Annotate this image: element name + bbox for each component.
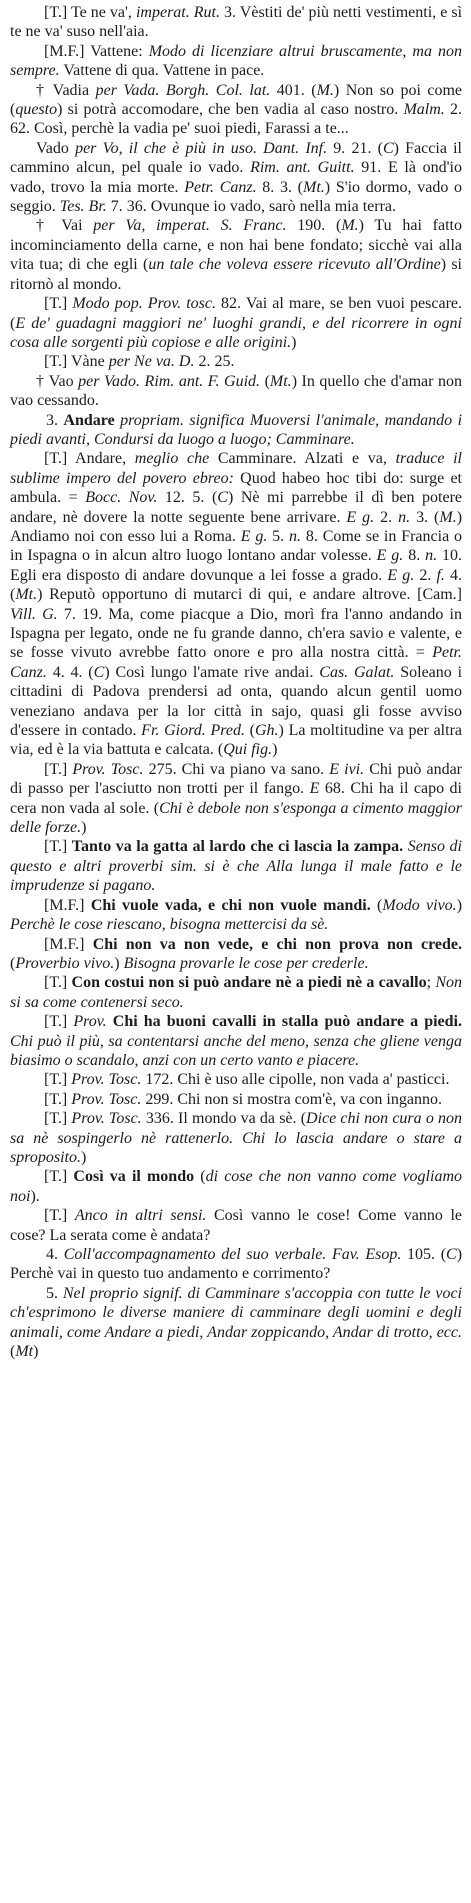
entry-paragraph [10,352,462,371]
text-run: ( [370,896,383,914]
text-run: 2. [414,566,437,584]
text-run: ) In quello che d'amar non vao cessando. [10,372,463,410]
text-run: [T.] [44,838,72,856]
entry-paragraph [10,935,462,974]
text-run: † Vai [36,217,94,235]
text-run: 401. ( [270,81,317,99]
text-run: 3. Vèstiti de' più netti vestimenti, e sì te ne va' suso nell'aia. [10,4,463,41]
text-run: ) Perchè vai in questo tuo andamento e corrimento? [10,1246,463,1283]
entry-paragraph [10,760,462,838]
entry-paragraph [10,1284,462,1362]
italic-gloss: Fr. Giord. Pred. [141,722,245,740]
text-run: 8. 3. ( [256,178,304,196]
headword-phrase: Chi non va non vede, e chi non prova non crede. [92,935,462,953]
italic-gloss: E ivi. [329,760,365,778]
entry-paragraph [10,1206,462,1245]
text-run: ) Così lungo l'amate rive andai. [104,663,320,681]
italic-gloss: M. [439,508,457,526]
text-run: ( [260,372,270,390]
entry-paragraph [10,411,462,450]
text-run: 4. 4. ( [46,663,94,681]
text-run: ) Reputò opportuno di mutarci di qui, e andare altrove. [Cam.] [37,586,462,604]
text-run: Vattene di qua. Vattene in pace. [59,62,265,80]
italic-gloss: Gh. [254,722,279,740]
text-run: ) [456,896,463,914]
headword-phrase: Con costui non si può andare nè a piedi nè a cavallo [71,974,427,992]
italic-gloss: Mt. [269,372,292,390]
italic-gloss: Cas. Galat. [319,663,395,681]
text-run: ) [81,819,87,837]
entry-paragraph [10,1070,462,1089]
italic-gloss: questo [15,101,58,119]
text-run: 4. ( [10,566,463,604]
italic-gloss: Mt [15,1343,34,1361]
text-run: 3. ( [410,508,440,526]
italic-gloss: per Vado. Rim. ant. F. Guid. [78,372,261,390]
text-run: ) si ritornò al mondo. [10,256,463,293]
italic-gloss: Chi è debole non s'esponga a cimento maggior delle forze. [10,799,463,837]
text-run: [T.] Vàne [44,353,109,371]
italic-gloss: per Vo, il che è più in uso. Dant. Inf. [75,139,328,157]
text-run: 172. Chi è uso alle cipolle, non vada a' pasticci. [141,1071,450,1089]
entry-paragraph [10,139,462,217]
italic-gloss: n. [425,547,438,565]
italic-gloss: Prov. Tosc. [71,1110,142,1128]
italic-gloss: propriam. significa Muoversi l'animale, mandando i piedi avanti, Condursi da luogo a luogo; Camminare. [10,411,463,448]
italic-gloss: n. [398,508,411,526]
italic-gloss: C [446,1246,457,1263]
text-run: ) La moltitudine va per altra via, ed è la via battuta e calcata. ( [10,722,462,759]
text-run: 299. Chi non si mostra com'è, va con inganno. [141,1090,442,1108]
text-run: † Vao [36,372,79,390]
headword-phrase: Chi vuole vada, e chi non vuole mandi. [90,896,371,914]
text-run: [T.] [44,1110,72,1128]
entry-paragraph [10,81,462,139]
text-run: ( [10,954,16,972]
italic-gloss: E g. [387,566,415,584]
text-run: ) [80,1148,87,1166]
italic-gloss: Mt. [303,178,325,196]
italic-gloss: per Va, imperat. S. Franc. [93,217,287,235]
italic-gloss: per Vada. Borgh. Col. lat. [95,81,271,99]
entry-paragraph [10,294,462,352]
text-run: [T.] [44,1168,74,1186]
italic-gloss: C [217,489,228,507]
italic-gloss: Dice chi non cura o non sa nè sospingerlo nè rattenerlo. Chi lo lascia andare o stare a sproposito. [10,1110,463,1166]
text-run: ) [33,1343,39,1361]
text-run: [T.] [44,1090,72,1108]
text-run: [M.F.] [44,896,91,914]
text-run: ) [291,333,297,351]
text-run: ( [244,722,255,740]
text-run: 190. ( [286,217,342,235]
entry-paragraph [10,449,462,760]
italic-gloss: Perchè le cose riescano, bisogna mettercisi da sè. [10,916,329,934]
entry-paragraph [10,1109,462,1167]
text-run: [T.] [44,1071,72,1089]
text-run: 4. [46,1246,64,1263]
italic-gloss: E [309,780,320,798]
text-run: ) Non so poi come ( [10,81,463,119]
entry-paragraph [10,837,462,895]
italic-gloss: C [93,663,105,681]
italic-gloss: Bocc. Nov. [85,489,158,507]
italic-gloss: Modo pop. Prov. tosc. [72,295,216,313]
italic-gloss: Nel proprio signif. di Camminare s'accoppia con tutte le voci ch'esprimono le diverse maniere di camminare degli uomini e degli animali, come Andare a piedi, Andar zoppicando, Andar di trotto, ecc. [10,1284,463,1341]
italic-gloss: un tale che voleva essere ricevuto all'Ordine [148,256,441,274]
italic-gloss: Petr. Canz. [184,178,257,196]
text-run: 3. [46,411,64,429]
text-run: ) Nè mi parrebbe il dì ben potere andare, nè dovere la notte seguente bene arrivare. [10,489,463,526]
italic-gloss: Chi può il più, sa contentarsi anche del meno, senza che gliene venga biasimo o scandalo, anzi con un certo vanto e piacere. [10,1032,462,1069]
text-run: [T.] Andare, [44,450,135,468]
text-run: Vado [36,139,76,157]
text-run: ) [272,741,278,759]
text-run: ) [114,954,124,972]
italic-gloss: Prov. Tosc. [72,760,144,778]
text-run: 8. [403,547,426,565]
text-run: 275. Chi va piano va sano. [143,760,330,778]
text-run: ) si potrà accomodare, che ben vadia al caso nostro. [57,101,404,119]
italic-gloss: imperat. Rut. [135,4,221,21]
italic-gloss: Qui fig. [223,741,273,759]
italic-gloss: Rim. ant. Guitt. [250,159,355,177]
italic-gloss: M. [316,81,334,99]
entry-paragraph [10,896,462,935]
entry-paragraph [10,973,462,1012]
text-run: 2. 25. [194,353,235,371]
text-run: 2. [374,508,399,526]
text-run: 10. Egli era disposto di andare dovunque a lei fosse a grado. [10,547,463,584]
italic-gloss: E g. [240,527,268,545]
text-run: 5. [46,1284,63,1302]
italic-gloss: Modo vivo. [382,896,457,914]
headword-phrase: Tanto va la gatta al lardo che ci lascia la zampa. [71,838,404,856]
text-run: ) Tu hai fatto incominciamento della carne, e non hai bene fondato; sicchè vai alla vita tua; di che egli ( [10,217,463,274]
dictionary-entry-text [10,3,462,1361]
text-run: [T.] [44,760,73,778]
italic-gloss: per Ne va. D. [108,353,195,371]
italic-gloss: E g. [376,547,404,565]
text-run: 5. [267,527,290,545]
headword-phrase: Andare [63,411,115,429]
entry-paragraph [10,372,462,411]
text-run: ) Faccia il cammino alcun, pel quale io vado. [10,139,463,177]
italic-gloss: Anco in altri sensi. [74,1207,207,1225]
text-run: 91. E là ond'io vado, trovo la mia morte. [10,159,462,196]
text-run: 7. 19. Ma, come piacque a Dio, morì fra l'anno andando in Ispagna per legato, onde ne fu grande danno, ch'era savio e valente, e se fosse vivuto avrebbe fatto onore e pro alla nostra città. = [10,605,462,662]
text-run: ) S'io dormo, vado o seggio. [10,178,463,216]
text-run: ( [194,1168,206,1186]
italic-gloss: f. [436,566,445,584]
text-run: [M.F.] [44,935,93,953]
italic-gloss: di cose che non vanno come vogliamo noi [10,1168,462,1205]
italic-gloss: Malm. [403,101,445,119]
italic-gloss: traduce il sublime impero del povero ebreo: [10,450,463,487]
text-run: [T.] [44,974,72,992]
italic-gloss: Bisogna provarle le cose per crederle. [123,954,369,972]
entry-paragraph [10,1012,462,1070]
italic-gloss: Prov. [73,1013,107,1031]
text-run: [T.] [44,1207,75,1225]
headword-phrase: Così va il mondo [73,1168,195,1186]
italic-gloss: C [383,139,394,157]
entry-paragraph [10,3,462,42]
text-run: [T.] [44,295,73,313]
text-run: 8. Come se in Francia o in Ispagna o in alcun altro luogo lontano andar volesse. [10,527,463,565]
italic-gloss: Modo di licenziare altrui bruscamente, ma non sempre. [10,42,462,80]
entry-paragraph [10,42,462,81]
entry-paragraph [10,1167,462,1206]
text-run: ). [30,1187,40,1205]
text-run: Quod habeo hoc tibi do: surge et ambula. = [10,469,462,507]
italic-gloss: Prov. Tosc. [71,1090,142,1108]
text-run: 105. ( [401,1246,447,1263]
text-run: [T.] [44,1013,74,1031]
text-run: 68. Chi ha il capo di cera non vada al sole. ( [10,780,462,817]
text-run: [T.] Te ne va', [44,4,136,21]
italic-gloss: n. [289,527,302,545]
italic-gloss: Tes. Br. [59,198,107,216]
italic-gloss: Mt. [15,586,38,604]
text-run: ( [10,1343,16,1361]
italic-gloss: meglio che [134,450,210,468]
text-run: ) Andiamo noi con esso lui a Roma. [10,508,463,545]
text-run: 7. 36. Ovunque io vado, sarò nella mia terra. [106,198,397,216]
italic-gloss: Coll'accompagnamento del suo verbale. Fav. Esop. [63,1246,402,1263]
italic-gloss: Non si sa come contenersi seco. [10,974,462,1011]
text-run: 9. 21. ( [327,139,383,157]
headword-phrase: Chi ha buoni cavalli in stalla può andare a piedi. [112,1013,463,1031]
entry-paragraph [10,1090,462,1109]
text-run: 2. 62. Così, perchè la vadia pe' suoi piedi, Farassi a te... [10,101,463,138]
text-run: † Vadia [36,81,96,99]
text-run: Soleano i cittadini di Padova prendersi ad onta, quando alcun gentil uomo veneziano andava per la lor città in sajo, quasi gli fosse avviso d'essere in contado. [10,663,463,740]
italic-gloss: E g. [346,508,375,526]
text-run: Chi può andar di passo per l'asciutto non trotti per il fango. [10,760,463,798]
text-run: Così vanno le cose! Come vanno le cose? La serata come è andata? [10,1207,462,1244]
text-run: 82. Vai al mare, se ben vuoi pescare. ( [10,295,462,332]
italic-gloss: Senso di questo e altri proverbi sim. si è che Alla lunga il male fatto e le imprudenze si pagano. [10,838,462,895]
text-run: 336. Il mondo va da sè. ( [141,1110,307,1128]
text-run: [M.F.] Vattene: [44,42,149,60]
text-run: ; [426,974,436,992]
italic-gloss: Prov. Tosc. [71,1071,142,1089]
italic-gloss: Vill. G. [10,605,58,623]
italic-gloss: Proverbio vivo. [15,954,115,972]
italic-gloss: Petr. Canz. [10,644,462,681]
text-run: Camminare. Alzati e va, [209,450,396,468]
entry-paragraph [10,1245,462,1284]
italic-gloss: E de' guadagni maggiori ne' luoghi grandi, e del ricorrere in ogni cosa alle sorgenti più copiose e alle origini. [10,314,462,351]
italic-gloss: M. [341,217,359,235]
entry-paragraph [10,216,462,294]
text-run: 12. 5. ( [157,489,218,507]
